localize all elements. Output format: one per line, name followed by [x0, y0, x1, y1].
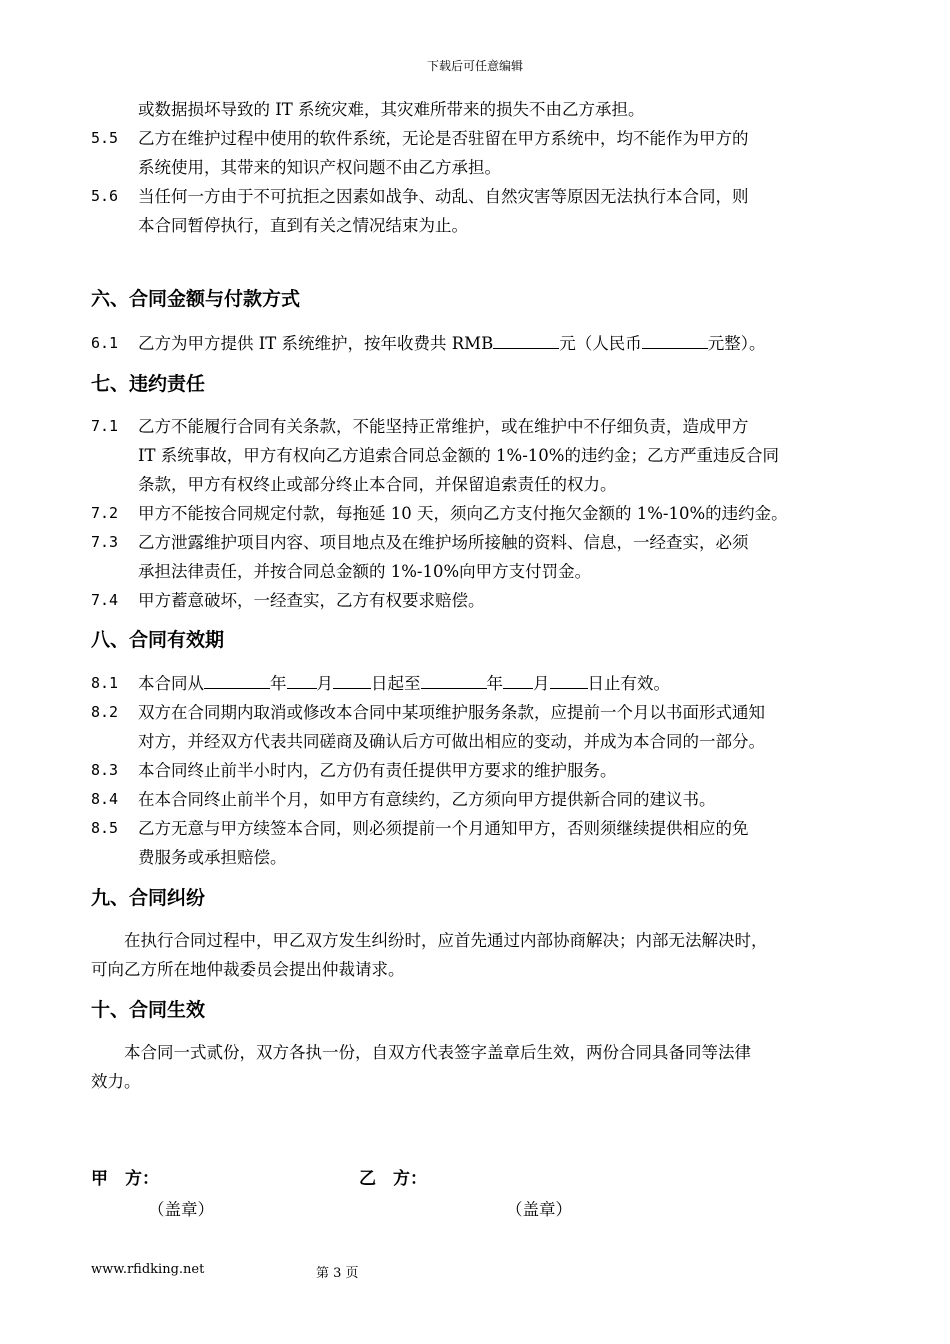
clause-6-1	[91, 329, 871, 358]
clause-text: 在本合同终止前半个月，如甲方有意续约，乙方须向甲方提供新合同的建议书。	[138, 790, 716, 809]
clause-text: 乙方不能履行合同有关条款，不能坚持正常维护，或在维护中不仔细负责，造成甲方	[138, 417, 749, 436]
clause-7-2	[91, 499, 871, 528]
clause-number: 8.5	[91, 819, 119, 837]
clause-8-2	[91, 698, 871, 756]
clause-7-3	[91, 528, 871, 586]
clause-5-5	[91, 124, 871, 182]
clause-8-4	[91, 785, 871, 814]
clause-text: 元（人民币	[559, 334, 642, 353]
clause-text: 元整）。	[707, 334, 766, 353]
clause-text: 年	[486, 674, 503, 693]
clause-text: 日起至	[371, 674, 421, 693]
end-day-blank[interactable]	[550, 670, 588, 689]
section10-text-line2: 效力。	[91, 1072, 141, 1091]
section7-title: 七、违约责任	[91, 373, 206, 395]
start-month-blank[interactable]	[287, 670, 317, 689]
clause-text: 甲方不能按合同规定付款，每拖延 10 天，须向乙方支付拖欠金额的 1%-10%的违约金。	[138, 504, 788, 523]
clause-text: 乙方为甲方提供 IT 系统维护，按年收费共 RMB	[138, 334, 494, 353]
clause-number: 5.5	[91, 129, 119, 147]
clause-7-1	[91, 412, 871, 499]
clause-text: 对方，并经双方代表共同磋商及确认后方可做出相应的变动，并成为本合同的一部分。	[138, 732, 765, 751]
clause-8-3	[91, 756, 871, 785]
page-number: 第 3 页	[316, 1266, 359, 1281]
clause-7-4	[91, 586, 871, 615]
clause-number: 7.3	[91, 533, 119, 551]
clause-number: 7.2	[91, 504, 119, 522]
clause-text: IT 系统事故，甲方有权向乙方追索合同总金额的 1%-10%的违约金；乙方严重违反合同	[138, 446, 779, 465]
clause-text: 承担法律责任，并按合同总金额的 1%-10%向甲方支付罚金。	[138, 562, 592, 581]
start-year-blank[interactable]	[204, 670, 270, 689]
clause-number: 8.2	[91, 703, 119, 721]
section10-title: 十、合同生效	[91, 999, 206, 1021]
clause-text: 乙方在维护过程中使用的软件系统，无论是否驻留在甲方系统中，均不能作为甲方的	[138, 129, 749, 148]
clause-text: 本合同从	[138, 674, 204, 693]
end-year-blank[interactable]	[421, 670, 487, 689]
clause-text: 甲方蓄意破坏，一经查实，乙方有权要求赔偿。	[138, 591, 485, 610]
clause-text: 月	[533, 674, 550, 693]
section5-intro: 或数据损坏导致的 IT 系统灾难，其灾难所带来的损失不由乙方承担。	[138, 100, 645, 119]
footer-url[interactable]: www.rfidking.net	[91, 1262, 205, 1277]
clause-text: 系统使用，其带来的知识产权问题不由乙方承担。	[138, 158, 501, 177]
party-b-seal: （盖章）	[506, 1200, 572, 1219]
clause-number: 8.3	[91, 761, 119, 779]
party-a-label: 甲 方：	[91, 1169, 159, 1189]
clause-number: 8.1	[91, 674, 119, 692]
amount-blank[interactable]	[493, 330, 559, 349]
clause-number: 8.4	[91, 790, 119, 808]
clause-text: 日止有效。	[587, 674, 670, 693]
section10-text-line1: 本合同一式贰份，双方各执一份，自双方代表签字盖章后生效，两份合同具备同等法律	[124, 1043, 751, 1062]
section9-text-line2: 可向乙方所在地仲裁委员会提出仲裁请求。	[91, 960, 405, 979]
clause-number: 7.4	[91, 591, 119, 609]
clause-number: 7.1	[91, 417, 119, 435]
clause-number: 5.6	[91, 187, 119, 205]
amount-rmb-blank[interactable]	[642, 330, 708, 349]
clause-text: 月	[316, 674, 333, 693]
section9-text-line1: 在执行合同过程中，甲乙双方发生纠纷时，应首先通过内部协商解决；内部无法解决时，	[124, 931, 768, 950]
clause-text: 年	[270, 674, 287, 693]
clause-text: 乙方泄露维护项目内容、项目地点及在维护场所接触的资料、信息，一经查实，必须	[138, 533, 749, 552]
clause-text: 当任何一方由于不可抗拒之因素如战争、动乱、自然灾害等原因无法执行本合同，则	[138, 187, 749, 206]
party-a-seal: （盖章）	[148, 1200, 214, 1219]
document-body	[91, 95, 871, 1096]
end-month-blank[interactable]	[503, 670, 533, 689]
clause-text: 双方在合同期内取消或修改本合同中某项维护服务条款，应提前一个月以书面形式通知	[138, 703, 765, 722]
clause-5-6	[91, 182, 871, 240]
clause-8-1	[91, 669, 871, 698]
clause-text: 本合同终止前半小时内，乙方仍有责任提供甲方要求的维护服务。	[138, 761, 617, 780]
clause-text: 乙方无意与甲方续签本合同，则必须提前一个月通知甲方，否则须继续提供相应的免	[138, 819, 749, 838]
clause-number: 6.1	[91, 334, 119, 352]
clause-text: 本合同暂停执行，直到有关之情况结束为止。	[138, 216, 468, 235]
clause-text: 条款，甲方有权终止或部分终止本合同，并保留追索责任的权力。	[138, 475, 617, 494]
section8-title: 八、合同有效期	[91, 629, 225, 651]
start-day-blank[interactable]	[333, 670, 371, 689]
page-header: 下载后可任意编辑	[426, 59, 523, 73]
clause-text: 费服务或承担赔偿。	[138, 848, 287, 867]
section6-title: 六、合同金额与付款方式	[91, 288, 301, 310]
section9-title: 九、合同纠纷	[91, 887, 206, 909]
clause-8-5	[91, 814, 871, 872]
party-b-label: 乙 方：	[359, 1169, 427, 1189]
